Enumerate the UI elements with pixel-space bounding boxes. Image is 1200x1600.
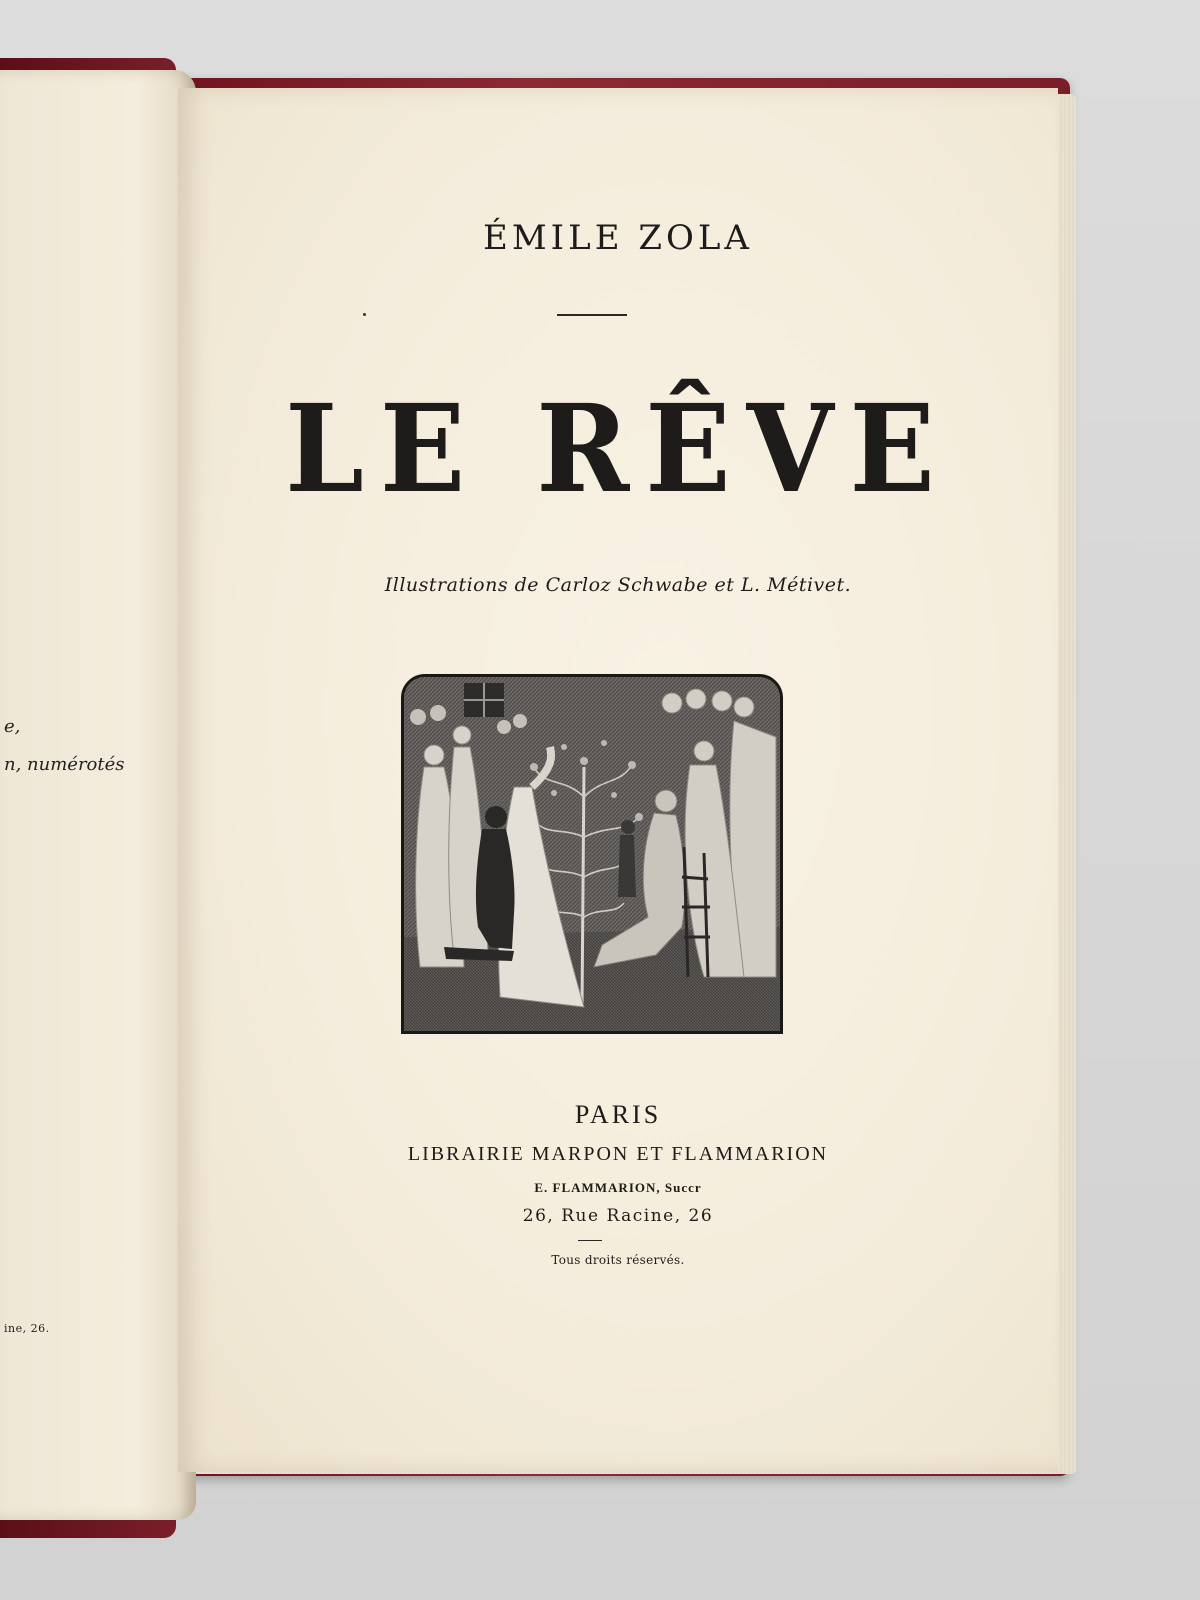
left-page-text-line-2: n, numérotés bbox=[4, 754, 125, 775]
left-page-footer-fragment: ine, 26. bbox=[4, 1322, 50, 1335]
publisher-address: 26, Rue Racine, 26 bbox=[522, 1206, 714, 1226]
left-page-text-line-1: e, bbox=[4, 716, 21, 737]
address-rule bbox=[578, 1240, 602, 1241]
engraving-illustration bbox=[404, 677, 780, 1031]
publication-place: PARIS bbox=[574, 1100, 662, 1129]
author-rule bbox=[557, 314, 627, 316]
left-page bbox=[0, 70, 196, 1520]
rights-notice: Tous droits réservés. bbox=[551, 1253, 685, 1267]
author-name: ÉMILE ZOLA bbox=[483, 218, 753, 258]
publisher-name: LIBRAIRIE MARPON ET FLAMMARION bbox=[407, 1143, 829, 1165]
book-title: LE RÊVE bbox=[285, 378, 951, 521]
illustrations-credit: Illustrations de Carloz Schwabe et L. Métivet. bbox=[384, 574, 852, 596]
publisher-successor: E. FLAMMARION, Succr bbox=[534, 1180, 702, 1195]
frontispiece-engraving bbox=[401, 674, 783, 1034]
ink-speck bbox=[363, 313, 366, 316]
